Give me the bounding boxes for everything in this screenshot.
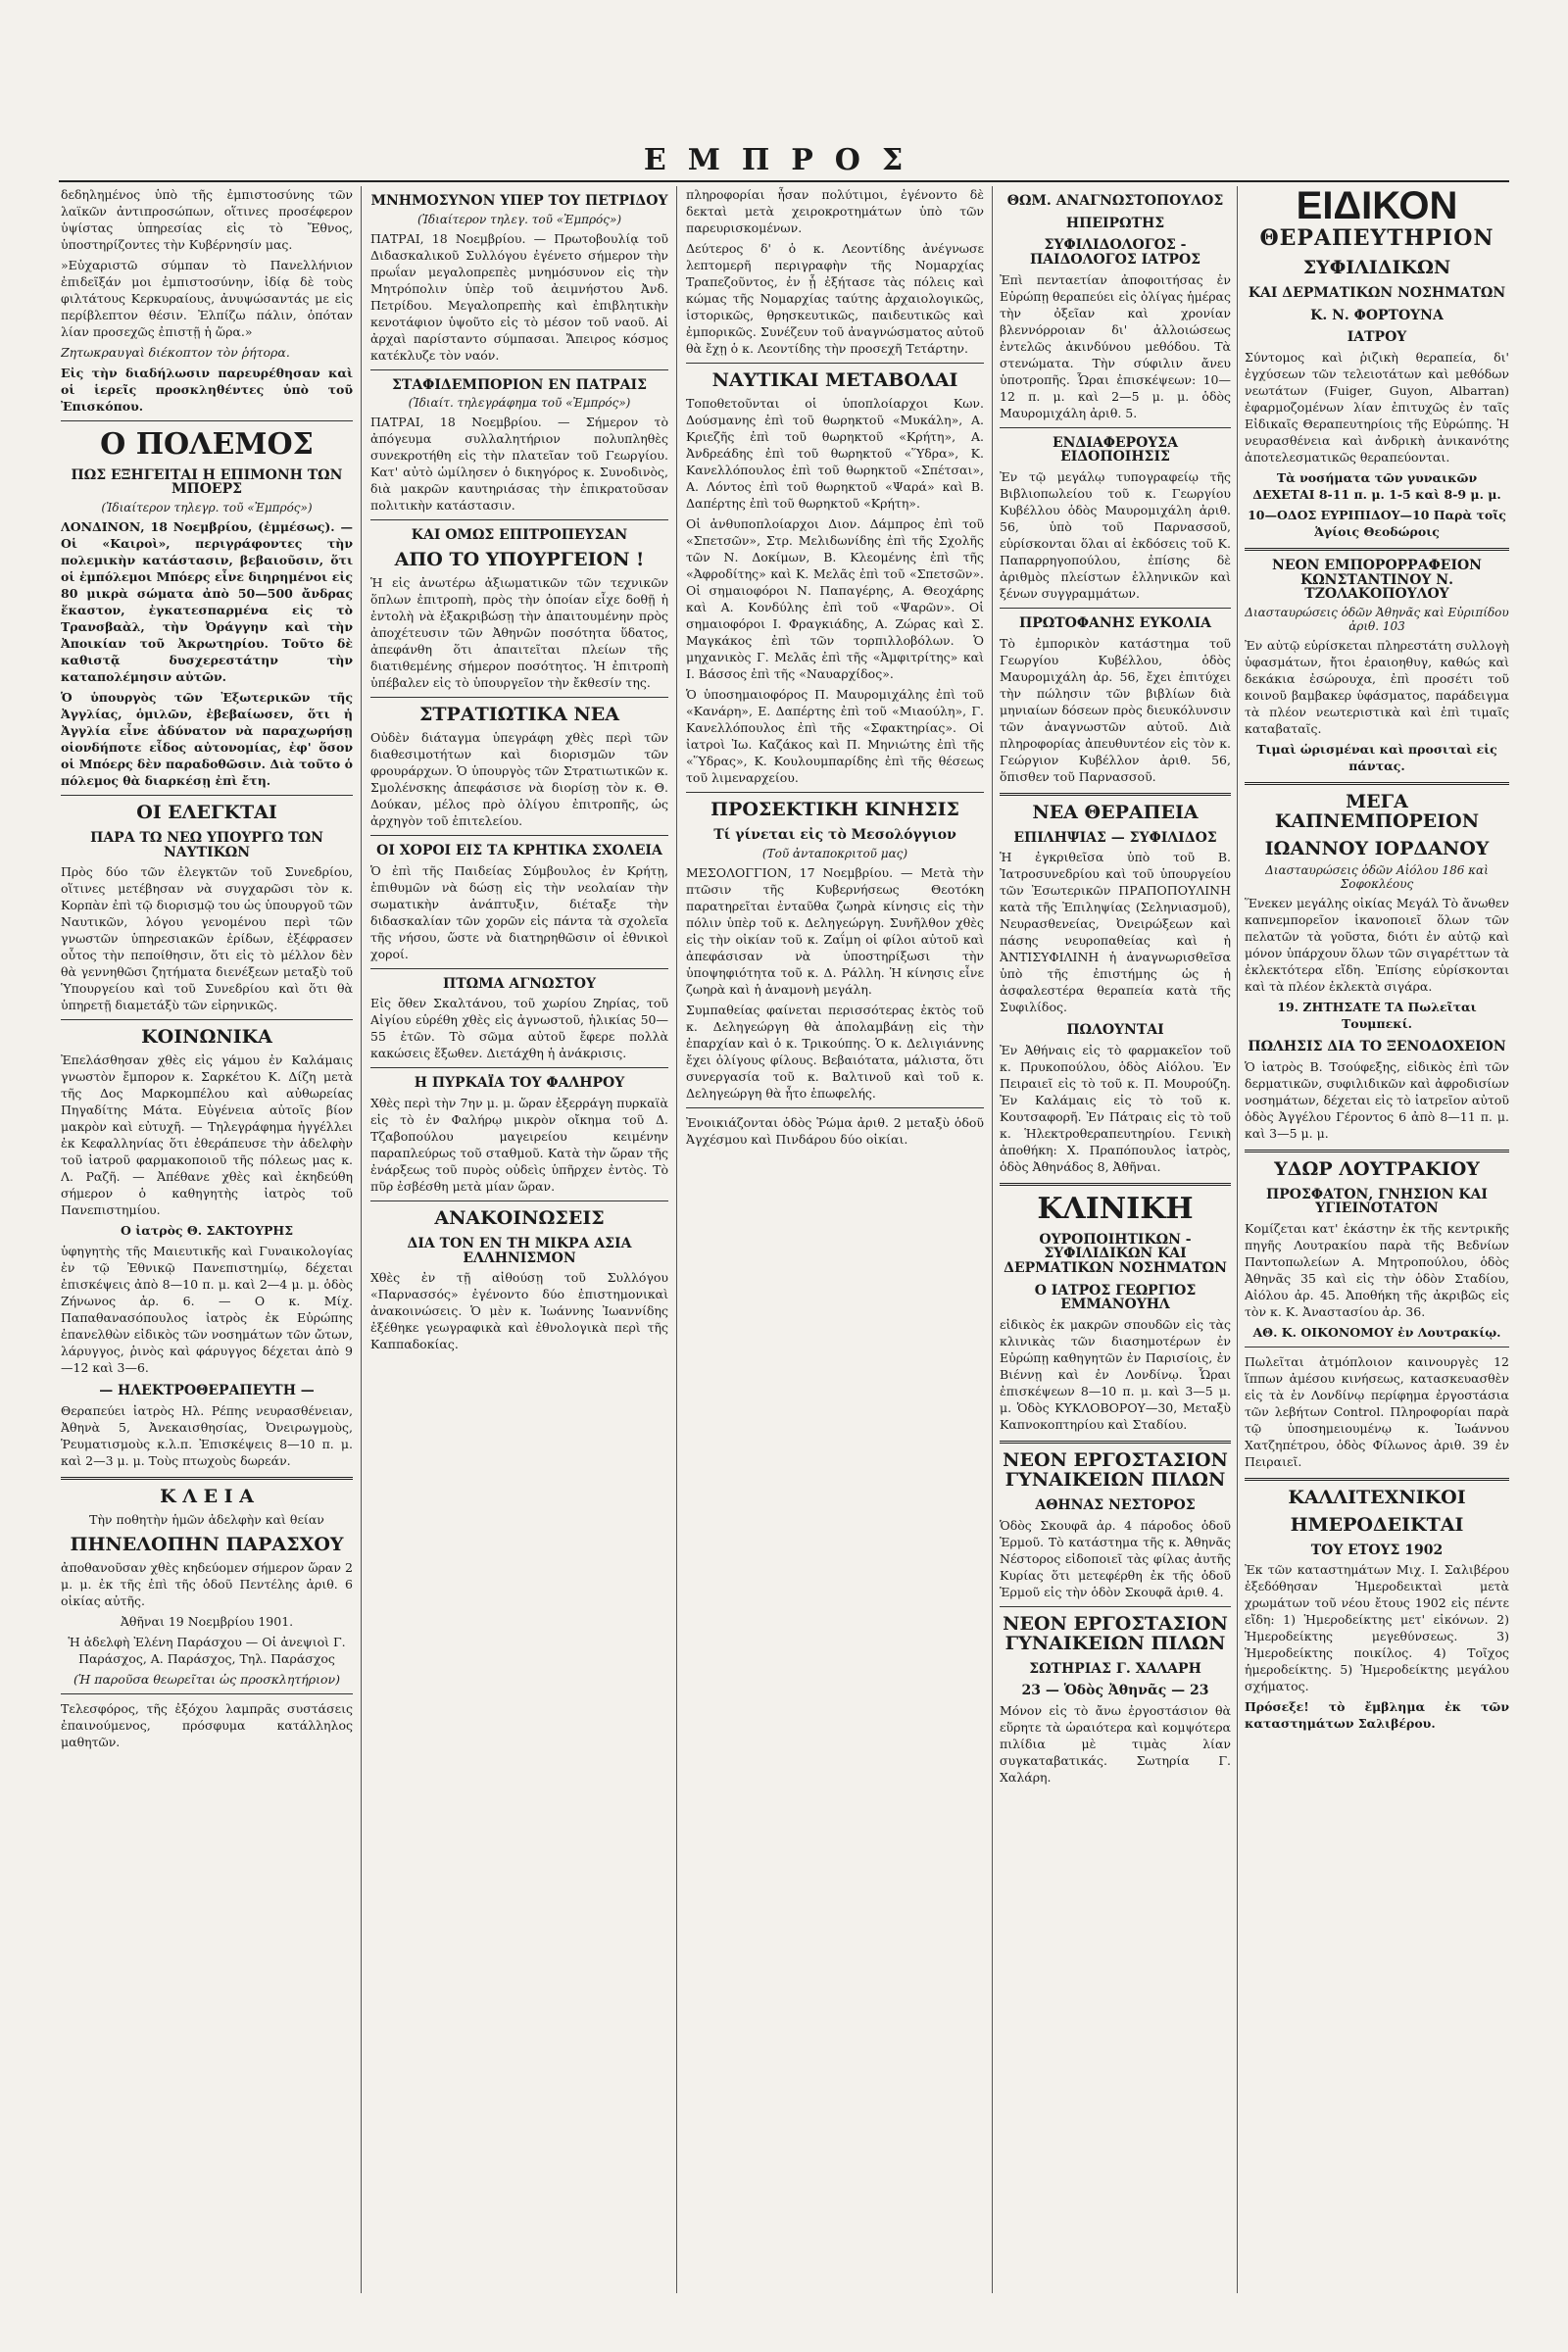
divider — [1245, 1347, 1509, 1348]
funeral-note: (Ἡ παροῦσα θεωρεῖται ὡς προσκλητήριον) — [74, 1671, 340, 1687]
clinic-subheadline: ΟΥΡΟΠΟΙΗΤΙΚΩΝ - ΣΥΦΙΛΙΔΙΚΩΝ ΚΑΙ ΔΕΡΜΑΤΙΚΩΝ ΝΟΣΗΜΑΤΩΝ — [1004, 1231, 1227, 1276]
hat-factory-headline: ΝΕΟΝ ΕΡΓΟΣΤΑΣΙΟΝ ΓΥΝΑΙΚΕΙΩΝ ΠΙΛΩΝ — [1003, 1612, 1228, 1654]
divider — [370, 968, 668, 969]
hotel-headline: ΠΩΛΗΣΙΣ ΔΙΑ ΤΟ ΞΕΝΟΔΟΧΕΙΟΝ — [1248, 1038, 1506, 1054]
calendar-text: Ἐκ τῶν καταστημάτων Μιχ. Ι. Σαλιβέρου ἐξεδόθησαν Ἡμεροδεικταὶ μετὰ χρωμάτων τοῦ νέου ἔτους 1902 εἰς πέντε εἴδη: 1) Ἡμεροδείκτης μετ' εἰκόνων. 2) Ἡμεροδείκτης μεγεθύνσεως. 3) Ἡμεροδείκτης ποικίλος. 4) Τοῖχος ἡμεροδείκτης. 5) Ἡμεροδείκτης μεγάλου σχήματος. — [1245, 1562, 1509, 1694]
divider — [61, 1019, 353, 1020]
dances-headline: ΟΙ ΧΟΡΟΙ ΕΙΣ ΤΑ ΚΡΗΤΙΚΑ ΣΧΟΛΕΙΑ — [376, 842, 662, 858]
doctor-ad-text: Ἐπὶ πενταετίαν ἀποφοιτήσας ἐν Εὐρώπῃ θεραπεύει εἰς ὀλίγας ἡμέρας τὴν ὀξεῖαν καὶ χρονίαν βλεννόρροιαν δι' ἀλλοιώσεως ἐντελῶς ἀκινδύνου μεθόδου. Τὰ στενώματα. Τὴν σύφιλιν ἄνευ ὑποτροπῆς. Ὧραι ἐπισκέψεων: 10—12 π. μ. καὶ 2—5 μ. μ. ὁδὸς Μαυρομιχάλη ἀριθ. 5. — [1000, 271, 1231, 420]
classified-text: Ἐνοικιάζονται ὁδὸς Ῥώμα ἀριθ. 2 μεταξὺ ὁδοῦ Ἀγχέσμου καὶ Πινδάρου δύο οἰκίαι. — [686, 1114, 984, 1147]
doctor-ad-origin: ΗΠΕΙΡΩΤΗΣ — [1065, 215, 1165, 231]
war-source: (Ἰδιαίτερον τηλεγρ. τοῦ «Ἐμπρός») — [101, 500, 313, 514]
column-divider — [361, 186, 362, 2293]
new-therapy-headline: ΝΕΑ ΘΕΡΑΠΕΙΑ — [1032, 801, 1199, 823]
hat-factory-name: ΑΘΗΝΑΣ ΝΕΣΤΟΡΟΣ — [1035, 1496, 1196, 1513]
calendar-big: ΗΜΕΡΟΔΕΙΚΤΑΙ — [1290, 1513, 1464, 1536]
naval-text: Οἱ ἀνθυποπλοίαρχοι Διον. Δάμπρος ἐπὶ τοῦ «Σπετσῶν», Στρ. Μελιδωνίδης ἐπὶ τῆς Σχολῆς τῶν Ν. Δοκίμων, Β. Κλεομένης ἐπὶ τῆς «Ἀφροδίτης» καὶ Κ. Μελᾶς ἐπὶ τοῦ «Σπετσῶν». Οἱ σημαιοφόροι Ν. Παπαγέρης, Α. Θεοχάρης καὶ Α. Κονδύλης ἐπὶ τοῦ «Ψαρῶν». Οἱ σημαιοφόροι Ι. Φραγκιάδης, Α. Ζώρας καὶ Σ. Μαγκάκος ἐπὶ τῶν τορπιλλοβόλων. Ὁ μηχανικὸς Γ. Μελᾶς ἐπὶ τῆς «Ἀμφιτρίτης» καὶ Ι. Βάσσος ἐπὶ τῆς «Ναυαρχίδος». — [686, 515, 984, 681]
divider — [370, 697, 668, 698]
memorial-headline: ΜΝΗΜΟΣΥΝΟΝ ΥΠΕΡ ΤΟΥ ΠΕΤΡΙΔΟΥ — [370, 193, 668, 209]
corpse-text: Εἰς ὄθεν Σκαλτάνου, τοῦ χωρίου Ζηρίας, τοῦ Αἰγίου εὑρέθη χθὲς εἰς ἀγνωστοῦ, ἡλικίας 50—55 ἐτῶν. Τὸ σῶμα αὐτοῦ ἔφερε πολλὰ κακώσεις ἔξωθεν. Διετάχθη ἡ ἀνάκρισις. — [370, 996, 668, 1061]
column-4 — [1000, 186, 1231, 2313]
tobacco-headline: ΜΕΓΑ ΚΑΠΝΕΜΠΟΡΕΙΟΝ — [1274, 791, 1480, 832]
memorial-source: (Ἰδιαίτερον τηλεγ. τοῦ «Ἐμπρός») — [416, 212, 622, 226]
facility-headline: ΠΡΩΤΟΦΑΝΗΣ ΕΥΚΟΛΙΑ — [1019, 615, 1211, 632]
new-therapy-subheadline: ΕΠΙΛΗΨΙΑΣ — ΣΥΦΙΛΙΔΟΣ — [1013, 829, 1217, 846]
electro-text: Θεραπεύει ἰατρὸς Ηλ. Ρέπης νευρασθένειαν, Ἀθηνὰ 5, Ἀνεκαισθησίας, Ὀνειρωγμοὺς, Ῥευματισμοὺς κ.λ.π. Ἐπισκέψεις 8—10 π. μ. καὶ 2—3 μ. μ. Τοὺς πτωχοὺς δωρεάν. — [61, 1402, 353, 1468]
divider — [370, 519, 668, 520]
notice-headline: ΕΝΔΙΑΦΕΡΟΥΣΑ ΕΙΔΟΠΟΙΗΣΙΣ — [1052, 434, 1179, 466]
war-headline: Ο ΠΟΛΕΜΟΣ — [100, 427, 314, 462]
clinic-ad-doctor-title: ΙΑΤΡΟΥ — [1347, 329, 1407, 346]
military-text: Οὐδὲν διάταγμα ὑπεγράφη χθὲς περὶ τῶν διαθεσιμοτήτων καὶ διορισμῶν τῶν φρουράρχων. Ὁ ὑπουργὸς τῶν Στρατιωτικῶν κ. Σμολένσκης ἀπεφάσισε νὰ διορίσῃ τὸν κ. Θ. Δούκαν, μέλος πρὸ ὀλίγου ἐπιτροπῆς, ὡς ἀρχηγὸν τοῦ ἐπιτελείου. — [370, 729, 668, 828]
ministry-subheadline: ΑΠΟ ΤΟ ΥΠΟΥΡΓΕΙΟΝ ! — [394, 549, 645, 571]
calendar-end: Πρόσεξε! τὸ ἔμβλημα ἐκ τῶν καταστημάτων Σαλιβέρου. — [1245, 1699, 1509, 1732]
doctor-ad-name: ΘΩΜ. ΑΝΑΓΝΩΣΤΟΠΟΥΛΟΣ — [1006, 193, 1224, 209]
notice-text: Ἐν τῷ μεγάλῳ τυπογραφείῳ τῆς Βιβλιοπωλείου τοῦ κ. Γεωργίου Κυβέλλου ὁδὸς Μαυρομιχάλη ἀριθ. 56, ὑπὸ τοῦ Παρνασσοῦ, εὑρίσκονται ὅλαι αἱ ἐκδόσεις τοῦ Κ. Παπαρρηγοπούλου, ἐπίσης δὲ ἀριθμὸς πλείστων ἑλληνικῶν καὶ ξένων συγγραμμάτων. — [1000, 469, 1231, 602]
tobacco-callout: 19. ΖΗΤΗΣΑΤΕ ΤΑ Πωλεῖται Τουμπεκί. — [1277, 999, 1477, 1031]
naval-text: Ὁ ὑποσημαιοφόρος Π. Μαυρομιχάλης ἐπὶ τοῦ «Κανάρη», Ε. Δαπέρτης ἐπὶ τοῦ «Μιαούλη», Γ. Κανελλόπουλος ἐπὶ τῆς «Σφακτηρίας». Οἱ ἰατροὶ Ἰω. Καζάκος καὶ Π. Μηνιώτης ἐπὶ τῆς «Ὕδρας», Κ. Κουλουμπαρίδης ἐπὶ τῆς θέσεως τοῦ λιμεναρχείου. — [686, 686, 984, 785]
classified-text: Τελεσφόρος, τῆς ἐξόχου λαμπρᾶς συστάσεις ἐπαινούμενος, πρόσφυμα κατάλληλος μαθητῶν. — [61, 1700, 353, 1749]
water-text: Κομίζεται κατ' ἑκάστην ἐκ τῆς κεντρικῆς πηγῆς Λουτρακίου παρὰ τῆς Βεδνίων Παντοπωλείων Α. Μητροπούλου, ὁδὸς Ἀθηνᾶς 35 καὶ εἰς τὴν ὁδὸν Σταδίου, Αἰόλου ἀρ. 45. Ἀποθήκη τῆς ἀκριβῶς εἰς τὸν κ. Κ. Ἀναστασίου ἀρ. 36. — [1245, 1220, 1509, 1319]
column-divider — [676, 186, 677, 2293]
examiners-text: Πρὸς δύο τῶν ἐλεγκτῶν τοῦ Συνεδρίου, οἵτινες μετέβησαν νὰ συγχαρῶσι τὸν κ. Κορπὰν ἐπὶ τῷ διορισμῷ του ὡς ὑπουργοῦ τῶν Ναυτικῶν, λόγου γενομένου περὶ τῶν γνωστῶν ὑπηρεσιακῶν ἐρίδων, ἐξέφρασεν οὗτος τὴν πεποίθησιν, ὅτι εἰς τὸ μέλλον δὲν θὰ γεννηθῶσι ζητήματα διενέξεων μεταξὺ τοῦ Ὑπουργείου καὶ τοῦ Συνεδρίου καὶ ὅτι θὰ ὑπηρετῇ διαμετάξὺ τῶν εἰρηνικῶς. — [61, 864, 353, 1013]
divider — [686, 1107, 984, 1108]
clinic-ad-address: 10—ΟΔΟΣ ΕΥΡΙΠΙΔΟΥ—10 Παρὰ τοῖς Ἁγίοις Θεοδώροις — [1248, 508, 1506, 539]
funeral-name: ΠΗΝΕΛΟΠΗΝ ΠΑΡΑΣΧΟΥ — [70, 1533, 344, 1555]
column-divider — [1237, 186, 1238, 2293]
clinic-ad-headline: ΕΙΔΙΚΟΝ — [1296, 186, 1458, 227]
column-1 — [61, 186, 353, 2313]
article-paragraph: Δεύτερος δ' ὁ κ. Λεοντίδης ἀνέγνωσε λεπτομερῆ περιγραφὴν τῆς Νομαρχίας Τραπεζοῦντος, ἐν ᾗ ἐξήτασε τὰς πόλεις καὶ κώμας τῆς Νομαρχίας ταύτης ἀρχαιολογικῶς, ἱστορικῶς, θρησκευτικῶς, παιδευτικῶς καὶ ἐμπορικῶς. Συνέζευν τοῦ ἀναγνώσματος αὐτοῦ θὰ ἔχῃ ὁ κ. Λεοντίδης τὴν προσεχῆ Τετάρτην. — [686, 241, 984, 356]
raisin-text: ΠΑΤΡΑΙ, 18 Νοεμβρίου. — Σήμερον τὸ ἀπόγευμα συλλαλητήριον πολυπληθὲς συνεκροτήθη εἰς τὴν πλατεῖαν τοῦ Γεωργίου. Κατ' αὐτὸ ὡμίλησεν ὁ δικηγόρος κ. Συνοδινὸς, διὰ μακρῶν καυτηριάσας τὴν ἐπικρατοῦσαν πολιτικὴν κατάστασιν. — [370, 415, 668, 514]
election-text: Συμπαθείας φαίνεται περισσότερας ἐκτὸς τοῦ κ. Δεληγεώργη θὰ ἀπολαμβάνῃ εἰς τὴν ἐπαρχίαν καὶ ὁ κ. Τρικούπης. Ὁ κ. Δελιγιάννης ἔχει ὀλίγους φίλους. Βεβαιότατα, μάλιστα, ὅτι συνεργασία τοῦ κ. Βαλτινοῦ καὶ τοῦ κ. Δεληγεώργη θὰ ἦτο ἐπωφελής. — [686, 1002, 984, 1101]
masthead-rule — [59, 180, 1509, 182]
tailor-sub: Διασταυρώσεις ὁδῶν Ἀθηνᾶς καὶ Εὐριπίδου ἀριθ. 103 — [1245, 606, 1509, 634]
naval-headline: ΝΑΥΤΙΚΑΙ ΜΕΤΑΒΟΛΑΙ — [711, 369, 958, 391]
divider — [686, 792, 984, 793]
divider — [61, 1693, 353, 1694]
clinic-ad-hours: Τὰ νοσήματα τῶν γυναικῶν ΔΕΧΕΤΑΙ 8-11 π. μ. 1-5 καὶ 8-9 μ. μ. — [1252, 470, 1501, 502]
divider — [1245, 782, 1509, 785]
water-headline: ΥΔΩΡ ΛΟΥΤΡΑΚΙΟΥ — [1274, 1157, 1480, 1180]
divider — [1000, 608, 1231, 609]
election-source: (Τοῦ ἀνταποκριτοῦ μας) — [761, 846, 908, 860]
divider — [370, 1200, 668, 1201]
war-text: ΛΟΝΔΙΝΟΝ, 18 Νοεμβρίου, (ἐμμέσως). — Οἱ «Καιροὶ», περιγράφοντες τὴν πολεμικὴν κατάστασιν, βεβαιοῦσιν, ὅτι οἱ ἐμπόλεμοι Μπόερς εἶνε διηρημένοι εἰς 80 μικρὰ σώματα ἀπὸ 50—500 ἄνδρας ἕκαστον, ἐγκατεσπαρμένα εἰς τὸ Τρανσβαὰλ, τὴν Ὀράγγην καὶ τὴν Ἀποικίαν τοῦ Ἀκρωτηρίου. Τοῦτο δὲ καθιστᾷ δυσχερεστάτην τὴν καταπολέμησιν αὐτῶν. — [61, 518, 353, 684]
election-headline: ΠΡΟΣΕΚΤΙΚΗ ΚΙΝΗΣΙΣ — [710, 798, 959, 820]
tobacco-text: Ἕνεκεν μεγάλης οἰκίας Μεγάλ Τὸ ἄνωθεν καπνεμπορεῖον ἱκανοποιεῖ ὅλων τῶν πελατῶν τὰ γοῦστα, διότι ἐν αὐτῷ καὶ μόνον ὑπάρχουν ὅλων τῶν σιγαρέττων τὰ ἐκλεκτότερα εἴδη. Ἐπίσης εὑρίσκονται καὶ τὰ πλέον ἐκλεκτὰ σιγάρα. — [1245, 895, 1509, 994]
clinic-text: εἰδικὸς ἐκ μακρῶν σπουδῶν εἰς τὰς κλινικὰς τῶν διασημοτέρων ἐν Εὐρώπῃ καθηγητῶν ἐν Παρισίοις, ἐν Βιέννῃ καὶ ἐν Λονδίνῳ. Ὧραι ἐπισκέψεων 8—10 π. μ. καὶ 3—5 μ. μ. Ὁδὸς ΚΥΚΛΟΒΟΡΟΥ—30, Μεταξὺ Καπνοκοπτηρίου καὶ Σταδίου. — [1000, 1317, 1231, 1433]
clinic-ad-sub: ΣΥΦΙΛΙΔΙΚΩΝ — [1302, 257, 1451, 278]
hat-factory-text: Μόνον εἰς τὸ ἄνω ἐργοστάσιον θὰ εὕρητε τὰ ὡραιότερα καὶ κομψότερα πιλίδια μὲ τιμὰς λίαν συγκαταβατικάς. Σωτηρία Γ. Χαλάρη. — [1000, 1702, 1231, 1785]
clinic-headline: ΚΛΙΝΙΚΗ — [1037, 1192, 1194, 1227]
for-sale-text: Ἐν Ἀθήναις εἰς τὸ φαρμακεῖον τοῦ κ. Πρυκοπούλου, ὁδὸς Αἰόλου. Ἐν Πειραιεῖ εἰς τὸ τοῦ κ. Π. Μουρούζη. Ἐν Καλάμαις εἰς τὸ τοῦ κ. Κουτσαφορῆ. Ἐν Πάτραις εἰς τὸ τοῦ κ. Ἡλεκτροθεραπευτηρίου. Γενικὴ ἀποθήκη: Χ. Πραπόπουλος ἰατρὸς, ὁδὸς Ἀθηνάδος 8, Ἀθῆναι. — [1000, 1043, 1231, 1175]
society-text: Ἐπελάσθησαν χθὲς εἰς γάμου ἐν Καλάμαις γνωστὸν ἔμπορον κ. Σαρκέτου Κ. Δίζη μετὰ τῆς Δος Μαρκομπέλου καὶ αὐθωρείας Πηγαδίτης Μάτα. Εὐγένεια αὐτοῖς βίον μακρὸν καὶ εὐτυχῆ. — Τηλεγράφημα ἠγγέλλει ἐκ Κεφαλληνίας ὅτι ἐθεράπευσε τὴν ἀδελφὴν τοῦ ἰατροῦ φαρμακοποιοῦ τῆς πόλεως μας κ. Λ. Ραζῆ. — Ἀπέθανε χθὲς καὶ ἐκηδεύθη σήμερον ὁ καθηγητὴς ἰατρὸς τοῦ Πανεπιστημίου. — [61, 1053, 353, 1218]
divider — [1000, 427, 1231, 428]
article-paragraph: Εἰς τὴν διαδήλωσιν παρευρέθησαν καὶ οἱ ἱερεῖς προσκληθέντες ὑπὸ τοῦ Ἐπισκόπου. — [61, 366, 353, 414]
tobacco-sub: Διασταυρώσεις ὁδῶν Αἰόλου 186 καὶ Σοφοκλέους — [1265, 862, 1489, 891]
divider — [1000, 793, 1231, 796]
funeral-date: Ἀθῆναι 19 Νοεμβρίου 1901. — [120, 1613, 294, 1629]
article-paragraph: πληροφορίαι ἦσαν πολύτιμοι, ἐγένοντο δὲ δεκταὶ μετὰ χειροκροτημάτων ὑπὸ τῶν παρευρισκομένων. — [686, 187, 984, 235]
divider — [61, 1477, 353, 1480]
divider — [370, 369, 668, 370]
hat-factory-headline: ΝΕΟΝ ΕΡΓΟΣΤΑΣΙΟΝ ΓΥΝΑΙΚΕΙΩΝ ΠΙΛΩΝ — [1003, 1449, 1228, 1491]
tailor-text: Ἐν αὐτῷ εὑρίσκεται πληρεστάτη συλλογὴ ὑφασμάτων, ἤτοι ἐραιοηθυγ, καθώς καὶ δεκάκια ἐσώρουχα, ἐπὶ προσέτι τοῦ κοινοῦ βαμβακερ ὑφάσματος, παράδειγμα τὰ πλέον νεωτεριστικὰ καὶ ἐπὶ τιμαῖς καταβαταῖς. — [1245, 638, 1509, 737]
clinic-doctor: Ο ΙΑΤΡΟΣ ΓΕΩΡΓΙΟΣ ΕΜΜΑΝΟΥΗΛ — [1034, 1282, 1197, 1313]
clinic-ad-sub2: ΚΑΙ ΔΕΡΜΑΤΙΚΩΝ ΝΟΣΗΜΑΤΩΝ — [1248, 284, 1506, 301]
naval-text: Τοποθετοῦνται οἱ ὑποπλοίαρχοι Κων. Δούσμανης ἐπὶ τοῦ θωρηκτοῦ «Μυκάλη», Α. Κριεζῆς ἐπὶ τοῦ θωρηκτοῦ «Κρήτη», Α. Ἀνδρεάδης ἐπὶ τοῦ θωρηκτοῦ «Ὕδρα», Κ. Κανελλόπουλος ἐπὶ τοῦ θωρηκτοῦ «Σπέτσαι», Α. Λόντος ἐπὶ τοῦ θωρηκτοῦ «Ψαρά» καὶ Β. Δαπέρτης ἐπὶ τοῦ θωρηκτοῦ «Κρήτη». — [686, 395, 984, 511]
column-5 — [1245, 186, 1509, 2313]
raisin-source: (Ἰδιαίτ. τηλεγράφημα τοῦ «Ἐμπρός») — [408, 396, 631, 411]
divider — [61, 420, 353, 421]
doctor-notice-text: Ὁ ἰατρὸς Β. Τσούφεξης, εἰδικὸς ἐπὶ τῶν δερματικῶν, συφιλιδικῶν καὶ ἀφροδισίων νοσημάτων, δέχεται εἰς τὸ ἰατρεῖον αὐτοῦ ὁδὸς Ἀγγέλου Γέροντος 6 ἀπὸ 8—11 π. μ. καὶ 3—5 μ. μ. — [1245, 1058, 1509, 1141]
article-paragraph: Ζητωκραυγαὶ διέκοπτον τὸν ῥήτορα. — [61, 345, 290, 360]
fire-text: Χθὲς περὶ τὴν 7ην μ. μ. ὥραν ἐξερράγη πυρκαϊὰ εἰς τὸ ἐν Φαλήρῳ μικρὸν οἴκημα τοῦ Δ. Τζαβοπούλου μαγειρείου κειμένην παραπλεύρως τοῦ σταθμοῦ. Κατὰ τὴν ὥραν τῆς ἐνάρξεως τοῦ πυρὸς οὐδεὶς ὑπῆρχεν ἐντὸς. Τὸ πῦρ ἐσβέσθη μετὰ μίαν ὥραν. — [370, 1096, 668, 1194]
fire-headline: Η ΠΥΡΚΑΪΑ ΤΟΥ ΦΑΛΗΡΟΥ — [414, 1075, 625, 1092]
society-headline: ΚΟΙΝΩΝΙΚΑ — [141, 1026, 272, 1049]
corpse-headline: ΠΤΩΜΑ ΑΓΝΩΣΤΟΥ — [443, 975, 596, 992]
hat-factory-text: Ὁδὸς Σκουφᾶ ἀρ. 4 πάροδος ὁδοῦ Ἑρμοῦ. Τὸ κατάστημα τῆς κ. Ἀθηνᾶς Νέστορος εἰδοποιεῖ τὰς φίλας ἀυτῆς Κυρίας ὅτι μετεφέρθη ἐκ τῆς ὁδοῦ Ἑρμοῦ εἰς τὴν ὁδὸν Σκουφᾶ ἀριθ. 4. — [1000, 1517, 1231, 1599]
article-paragraph: δεδηλημένος ὑπὸ τῆς ἐμπιστοσύνης τῶν λαϊκῶν ἀντιπροσώπων, οἵτινες προσέφερον ὑψίστας ὑπηρεσίας εἰς τὸ Ἔθνος, ὑποστηρίζοντες τὴν Κυβέρνησίν μας. — [61, 187, 353, 252]
dances-text: Ὁ ἐπὶ τῆς Παιδείας Σύμβουλος ἐν Κρήτῃ, ἐπιθυμῶν νὰ δώσῃ εἰς τὴν νεολαίαν τὴν σωματικὴν ἀνάπτυξιν, διέταξε τὴν διδασκαλίαν τῶν χορῶν εἰς πάντα τὰ σχολεῖα τῆς νήσου, ὥστε νὰ διατηρηθῶσιν οἱ ἐθνικοὶ χοροί. — [370, 862, 668, 961]
tobacco-name: ΙΩΑΝΝΟΥ ΙΟΡΔΑΝΟΥ — [1264, 837, 1490, 859]
military-headline: ΣΤΡΑΤΙΩΤΙΚΑ ΝΕΑ — [418, 704, 620, 725]
column-divider — [992, 186, 993, 2293]
doctor-text: ὑφηγητὴς τῆς Μαιευτικῆς καὶ Γυναικολογίας ἐν τῷ Ἐθνικῷ Πανεπιστημίῳ, δέχεται ἐπισκέψεις ἀπὸ 8—10 π. μ. καὶ 2—4 μ. μ. ὁδὸς Ζήνωνος ἀρ. 6. — Ο κ. Μίχ. Παπαθανασόπουλος ἰατρὸς ἐκ Εὐρώπης ἐπανελθὼν εἰδικὸς τῶν νοσημάτων τῶν ὤτων, λάρυγγος, ῥινὸς καὶ φάρυγγος δέχεται ἀπὸ 9—12 καὶ 3—6. — [61, 1244, 353, 1376]
funeral-headline: Κ Λ Ε Ι Α — [160, 1485, 254, 1507]
ministry-headline: ΚΑΙ ΟΜΩΣ ΕΠΙΤΡΟΠΕΥΣΑΝ — [411, 527, 628, 544]
article-paragraph: »Εὐχαριστῶ σύμπαν τὸ Πανελλήνιον ἐπιδεῖξάν μοι ἐμπιστοσύνην, ἰδίᾳ δὲ τοὺς φιλτάτους Κερκυραίους, ἀνυψώσαντάς με εἰς περίβλεπτον θέσιν. Ἐλπίζω πάλιν, ὁπόταν λίαν προσεχῶς ἐπιστῇ ἡ ὥρα.» — [61, 258, 353, 339]
water-sub: ΠΡΟΣΦΑΤΟΝ, ΓΝΗΣΙΟΝ ΚΑΙ ΥΓΙΕΙΝΟΤΑΤΟΝ — [1266, 1186, 1488, 1217]
clinic-ad-text: Σύντομος καὶ ῥιζικὴ θεραπεία, δι' ἐγχύσεων τῶν τελειοτάτων καὶ μεθόδων νεωτάτων (Fuiger, Guyon, Albarran) ἐφαρμοζομένων λίαν ἐπιτυχῶς ἐν ταῖς Εἰδικαῖς Θεραπευτηρίοις τῆς Εὐρώπης. Ἡ νευρασθένεια καὶ ἀνδρικὴ ἀνικανότης ἀποτελεσματικῶς θεραπεύονται. — [1245, 350, 1509, 465]
war-subheadline: ΠΩΣ ΕΞΗΓΕΙΤΑΙ Η ΕΠΙΜΟΝΗ ΤΩΝ ΜΠΟΕΡΣ — [71, 466, 343, 498]
divider — [1000, 1606, 1231, 1607]
masthead — [59, 143, 1509, 178]
announcements-text: Χθὲς ἐν τῇ αἰθούσῃ τοῦ Συλλόγου «Παρνασσός» ἐγένοντο δύο ἐπιστημονικαὶ ἀνακοινώσεις. Ὁ μὲν κ. Ἰωάννης Ἰωαννίδης ἐξέθηκε γεωγραφικὰ καὶ ἐθνολογικὰ περὶ τῆς Καππαδοκίας. — [370, 1270, 668, 1352]
examiners-subheadline: ΠΑΡΑ ΤΩ ΝΕΩ ΥΠΟΥΡΓΩ ΤΩΝ ΝΑΥΤΙΚΩΝ — [90, 829, 323, 860]
raisin-headline: ΣΤΑΦΙΔΕΜΠΟΡΙΟΝ ΕΝ ΠΑΤΡΑΙΣ — [392, 376, 647, 393]
memorial-text: ΠΑΤΡΑΙ, 18 Νοεμβρίου. — Πρωτοβουλίᾳ τοῦ Διδασκαλικοῦ Συλλόγου ἐγένετο σήμερον τὴν πρωΐαν μεγαλοπρεπὲς μνημόσυνον εἰς τὴν Μητρόπολιν ὑπὲρ τοῦ ἀειμνήστου Ἀνδ. Πετρίδου. Μεγαλοπρεπὴς καὶ ἐπιβλητικὴν κενοτάφιον ὑψοῦτο εἰς τὸ μέσον τοῦ ναοῦ. Αἱ ἀρχαὶ παρίσταντο σύμπασαι. Ἄπειρος κόσμος κατέκλυζε τὸν ναόν. — [370, 230, 668, 363]
steamer-text: Πωλεῖται ἀτμόπλοιον καινουργὲς 12 ἵππων ἀμέσου κινήσεως, κατασκευασθὲν εἰς τὰ ἐν Λονδίνῳ περίφημα ἐργοστάσια τῶν λεβήτων Control. Πληροφορίαι παρὰ τῷ ὑποσημειουμένῳ κ. Ἰωάννου Χατζηπέτρου, ὁδὸς Φίλωνος ἀριθ. 39 ἐν Πειραιεῖ. — [1245, 1353, 1509, 1469]
announcements-subheadline: ΔΙΑ ΤΟΝ ΕΝ ΤΗ ΜΙΚΡΑ ΑΣΙΑ ΕΛΛΗΝΙΣΜΟΝ — [407, 1235, 632, 1266]
doctor-ad-specialty: ΣΥΦΙΛΙΔΟΛΟΓΟΣ - ΠΑΙΔΟΛΟΓΟΣ ΙΑΤΡΟΣ — [1029, 237, 1201, 269]
divider — [1245, 548, 1509, 551]
divider — [1000, 1441, 1231, 1444]
announcements-headline: ΑΝΑΚΟΙΝΩΣΕΙΣ — [434, 1207, 605, 1229]
hat-factory-address: 23 — Ὁδὸς Ἀθηνᾶς — 23 — [1021, 1683, 1209, 1699]
electro-headline: — ΗΛΕΚΤΡΟΘΕΡΑΠΕΥΤΗ — — [99, 1383, 315, 1399]
divider — [370, 1067, 668, 1068]
hat-factory-name: ΣΩΤΗΡΙΑΣ Γ. ΧΑΛΑΡΗ — [1029, 1660, 1201, 1677]
newspaper-name: ΕΜΠΡΟΣ — [643, 143, 925, 177]
column-3 — [686, 186, 984, 2313]
election-subheadline: Τί γίνεται εἰς τὸ Μεσολόγγιον — [713, 826, 956, 843]
clinic-ad-doctor: Κ. Ν. ΦΟΡΤΟΥΝΑ — [1310, 307, 1444, 323]
calendar-year: ΤΟΥ ΕΤΟΥΣ 1902 — [1310, 1542, 1444, 1558]
election-text: ΜΕΣΟΛΟΓΓΙΟΝ, 17 Νοεμβρίου. — Μετὰ τὴν πτῶσιν τῆς Κυβερνήσεως Θεοτόκη παρατηρεῖται ἐνταῦθα ζωηρὰ κίνησις εἰς τὴν πόλιν ὑπὲρ τοῦ κ. Δεληγεώργη. Συνῆλθον χθὲς εἰς τὴν οἰκίαν τοῦ κ. Ζαΐμη οἱ φίλοι αὐτοῦ καὶ ἀπεφάσισαν νὰ ὑποστηρίξωσι τὴν ὑποψηφιότητα τοῦ κ. Δ. Ράλλη. Ἡ κίνησις εἶνε ζωηρὰ καὶ ἡ ἀναμονὴ μεγάλη. — [686, 864, 984, 997]
funeral-text: ἀποθανοῦσαν χθὲς κηδεύομεν σήμερον ὥραν 2 μ. μ. ἐκ τῆς ἐπὶ τῆς ὁδοῦ Πεντέλης ἀριθ. 6 οἰκίας αὐτῆς. — [61, 1559, 353, 1608]
examiners-headline: ΟΙ ΕΛΕΓΚΤΑΙ — [136, 801, 277, 823]
divider — [61, 795, 353, 796]
tailor-headline: ΝΕΟΝ ΕΜΠΟΡΟΡΡΑΦΕΙΟΝ ΚΩΝΣΤΑΝΤΙΝΟΥ Ν. ΤΖΟΛΑΚΟΠΟΥΛΟΥ — [1272, 558, 1482, 603]
divider — [1245, 1478, 1509, 1481]
calendar-headline: ΚΑΛΛΙΤΕΧΝΙΚΟΙ — [1288, 1486, 1466, 1508]
doctor-name: Ο ἰατρὸς Θ. ΣΑΚΤΟΥΡΗΣ — [120, 1223, 294, 1239]
facility-text: Τὸ ἐμπορικὸν κατάστημα τοῦ Γεωργίου Κυβέλλου, ὁδὸς Μαυρομιχάλη ἀρ. 56, ἔχει ἐπιτύχει τὴν πώλησιν τῶν βιβλίων διὰ μηνιαίων δόσεων πρὸς διευκόλυνσιν τῶν ἀναγνωστῶν αὐτοῦ. Διὰ πληροφορίας ἀπευθυντέον εἰς τὸν κ. Γεώργιον Κυβέλλον ἀριθ. 56, ὅπισθεν τοῦ Παρνασσοῦ. — [1000, 635, 1231, 784]
divider — [686, 363, 984, 364]
divider — [1000, 1183, 1231, 1186]
water-sign: ΑΘ. Κ. ΟΙΚΟΝΟΜΟΥ ἐν Λουτρακίῳ. — [1252, 1324, 1501, 1340]
funeral-text: Τὴν ποθητὴν ἡμῶν ἀδελφὴν καὶ θείαν — [89, 1511, 324, 1527]
funeral-signatures: Ἡ ἀδελφὴ Ἐλένη Παράσχου — Οἱ ἀνεψιοὶ Γ. Παράσχος, Α. Παράσχος, Τηλ. Παράσχος — [68, 1634, 346, 1666]
clinic-ad-headline-2: ΘΕΡΑΠΕΥΤΗΡΙΟΝ — [1259, 225, 1494, 251]
column-2 — [370, 186, 668, 2313]
for-sale-headline: ΠΩΛΟΥΝΤΑΙ — [1066, 1022, 1164, 1039]
ministry-text: Ἡ εἰς ἀνωτέρω ἀξιωματικῶν τῶν τεχνικῶν ὅπλων ἐπιτροπὴ, πρὸς τὴν ὁποίαν εἶχε δοθῇ ἡ ἐντολὴ νὰ ἐξακριβώσῃ τὴν ἀπαιτουμένην πρὸς ἀποχέτευσιν τῶν Ἀθηνῶν ποσότητα ὕδατος, ἀπεφάνθη ὅτι ἀπαιτεῖται πλείων τῆς διατιθεμένης σήμερον ποσότητος. Ἡ ἐπιτροπὴ ὑπέβαλεν εἰς τὸ ὑπουργεῖον τὴν ἔκθεσίν της. — [370, 575, 668, 690]
new-therapy-text: Ἡ ἐγκριθεῖσα ὑπὸ τοῦ Β. Ἰατροσυνεδρίου καὶ τοῦ ὑπουργείου τῶν Ἐσωτερικῶν ΠΡΑΠΟΠΟΥΛΙΝΗ κατὰ τῆς Ἐπιληψίας (Σεληνιασμοῦ), Νευρασθενείας, Ὀνειρώξεων καὶ πάσης νευροπαθείας καὶ ἡ ἈΝΤΙΣΥΦΙΛΙΝΗ ἡ ἀναγνωρισθεῖσα ὑπὸ τῆς ἐπιστήμης ὡς ἡ ἀσφαλεστέρα θεραπεία κατὰ τῆς Συφιλίδος. — [1000, 850, 1231, 1015]
divider — [1245, 1150, 1509, 1152]
war-text: Ὁ ὑπουργὸς τῶν Ἐξωτερικῶν τῆς Ἀγγλίας, ὁμιλῶν, ἐβεβαίωσεν, ὅτι ἡ Ἀγγλία εἶνε ἀδύνατον νὰ παραχωρήσῃ οἱονδήποτε εἶδος αὐτονομίας, ἐφ' ὅσον οἱ Μπόερς δὲν παραδοθῶσιν. Διὰ τοῦτο ὁ πόλεμος θὰ διαρκέσῃ ἐπὶ ἔτη. — [61, 689, 353, 788]
divider — [370, 835, 668, 836]
tailor-price: Τιμαὶ ὡρισμέναι καὶ προσιταὶ εἰς πάντας. — [1256, 742, 1497, 774]
